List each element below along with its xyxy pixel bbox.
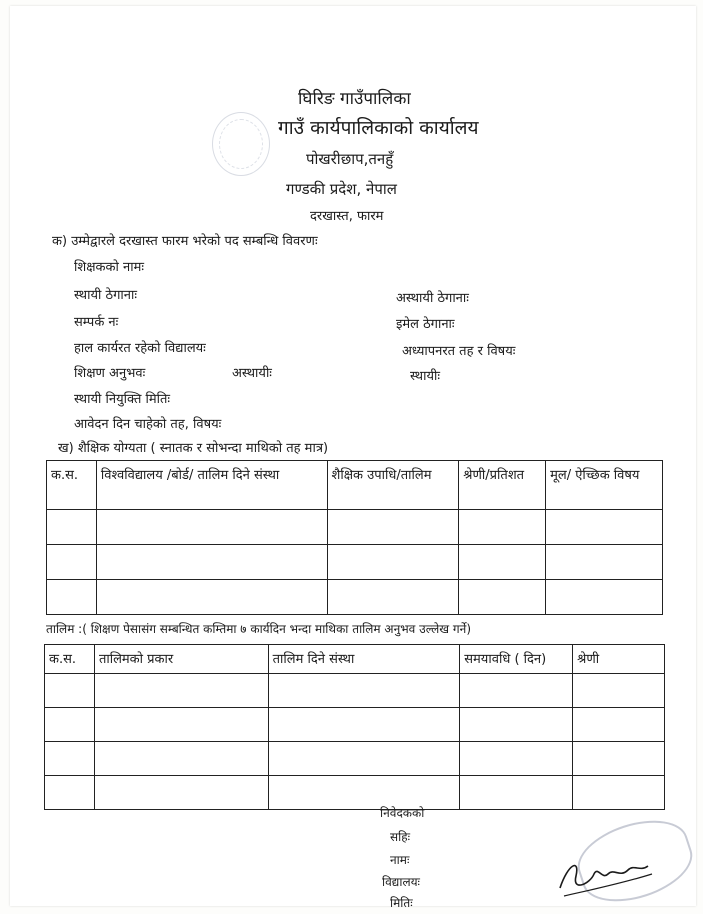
training-header-row — [45, 645, 665, 674]
permanent-address-label: स्थायी ठेगानाः — [74, 288, 137, 303]
permanent-appointment-date-label: स्थायी नियुक्ति मितिः — [74, 392, 171, 407]
province-country: गण्डकी प्रदेश, नेपाल — [286, 180, 397, 198]
col-university-board: विश्वविद्यालय /बोर्ड/ तालिम दिने संस्था — [96, 461, 327, 510]
office-name: गाउँ कार्यपालिकाको कार्यालय — [278, 117, 479, 139]
col-degree-training: शैक्षिक उपाधि/तालिम — [327, 461, 459, 510]
applicant-school-label: विद्यालयः — [382, 875, 420, 889]
form-page — [10, 6, 696, 910]
handwritten-signature-icon — [550, 844, 660, 904]
cell[interactable] — [459, 510, 546, 545]
col-division: श्रेणी — [573, 645, 665, 674]
qualification-header-row — [47, 461, 663, 510]
table-row — [45, 674, 665, 708]
qualification-table — [46, 460, 663, 615]
cell[interactable] — [460, 742, 573, 776]
applicant-name-label: नामः — [390, 853, 410, 867]
table-row — [45, 742, 665, 776]
cell[interactable] — [573, 674, 665, 708]
cell[interactable] — [94, 674, 268, 708]
table-row — [45, 776, 665, 810]
table-row — [47, 510, 663, 545]
cell[interactable] — [327, 510, 459, 545]
teacher-name-label: शिक्षकको नामः — [74, 260, 144, 275]
cell[interactable] — [96, 510, 327, 545]
cell[interactable] — [573, 708, 665, 742]
cell[interactable] — [47, 580, 97, 615]
office-seal-icon — [212, 112, 270, 176]
teaching-level-subject-label: अध्यापनरत तह र विषयः — [402, 344, 516, 359]
current-school-label: हाल कार्यरत रहेको विद्यालयः — [74, 341, 206, 356]
cell[interactable] — [268, 708, 460, 742]
col-major-subject: मूल/ ऐच्छिक विषय — [546, 461, 663, 510]
table-row — [47, 580, 663, 615]
cell[interactable] — [45, 708, 95, 742]
teaching-experience-label: शिक्षण अनुभवः — [74, 366, 146, 381]
section-a-heading: क) उम्मेद्वारले दरखास्त फारम भरेको पद सम्बन्धि विवरणः — [52, 234, 318, 249]
cell[interactable] — [47, 510, 97, 545]
cell[interactable] — [268, 742, 460, 776]
col-serial: क.स. — [45, 645, 95, 674]
cell[interactable] — [94, 776, 268, 810]
applicant-label: निवेदकको — [380, 806, 425, 820]
cell[interactable] — [573, 776, 665, 810]
cell[interactable] — [268, 776, 460, 810]
cell[interactable] — [546, 545, 663, 580]
form-title: दरखास्त, फारम — [310, 209, 384, 224]
col-training-institution: तालिम दिने संस्था — [268, 645, 460, 674]
cell[interactable] — [45, 776, 95, 810]
col-training-type: तालिमको प्रकार — [94, 645, 268, 674]
cell[interactable] — [96, 580, 327, 615]
cell[interactable] — [460, 708, 573, 742]
cell[interactable] — [459, 545, 546, 580]
signature-label: सहिः — [390, 830, 411, 844]
contact-number-label: सम्पर्क नः — [74, 315, 119, 330]
cell[interactable] — [546, 580, 663, 615]
cell[interactable] — [573, 742, 665, 776]
cell[interactable] — [460, 674, 573, 708]
col-division-percentage: श्रेणी/प्रतिशत — [459, 461, 546, 510]
cell[interactable] — [327, 580, 459, 615]
training-heading: तालिम :( शिक्षण पेसासंग सम्बन्धित कम्तिमा ७ कार्यदिन भन्दा माथिका तालिम अनुभव उल्लेख गर्ने) — [46, 622, 472, 636]
temporary-address-label: अस्थायी ठेगानाः — [396, 291, 469, 306]
cell[interactable] — [268, 674, 460, 708]
cell[interactable] — [45, 674, 95, 708]
applied-level-subject-label: आवेदन दिन चाहेको तह, विषयः — [74, 417, 222, 432]
section-b-heading: ख) शैक्षिक योग्यता ( स्नातक र सोभन्दा माथिको तह मात्र) — [58, 441, 329, 456]
cell[interactable] — [460, 776, 573, 810]
table-row — [45, 708, 665, 742]
cell[interactable] — [47, 545, 97, 580]
cell[interactable] — [546, 510, 663, 545]
col-duration-days: समयावधि ( दिन) — [460, 645, 573, 674]
office-location: पोखरीछाप,तनहुँ — [306, 150, 394, 168]
experience-permanent-label: स्थायीः — [410, 369, 441, 384]
training-table — [44, 644, 665, 810]
cell[interactable] — [94, 742, 268, 776]
cell[interactable] — [459, 580, 546, 615]
table-row — [47, 545, 663, 580]
municipality-name: घिरिङ गाउँपालिका — [298, 89, 411, 109]
cell[interactable] — [45, 742, 95, 776]
col-serial: क.स. — [47, 461, 97, 510]
cell[interactable] — [94, 708, 268, 742]
experience-temporary-label: अस्थायीः — [232, 366, 272, 381]
email-label: इमेल ठेगानाः — [396, 317, 455, 332]
cell[interactable] — [327, 545, 459, 580]
cell[interactable] — [96, 545, 327, 580]
applicant-date-label: मितिः — [390, 896, 413, 910]
